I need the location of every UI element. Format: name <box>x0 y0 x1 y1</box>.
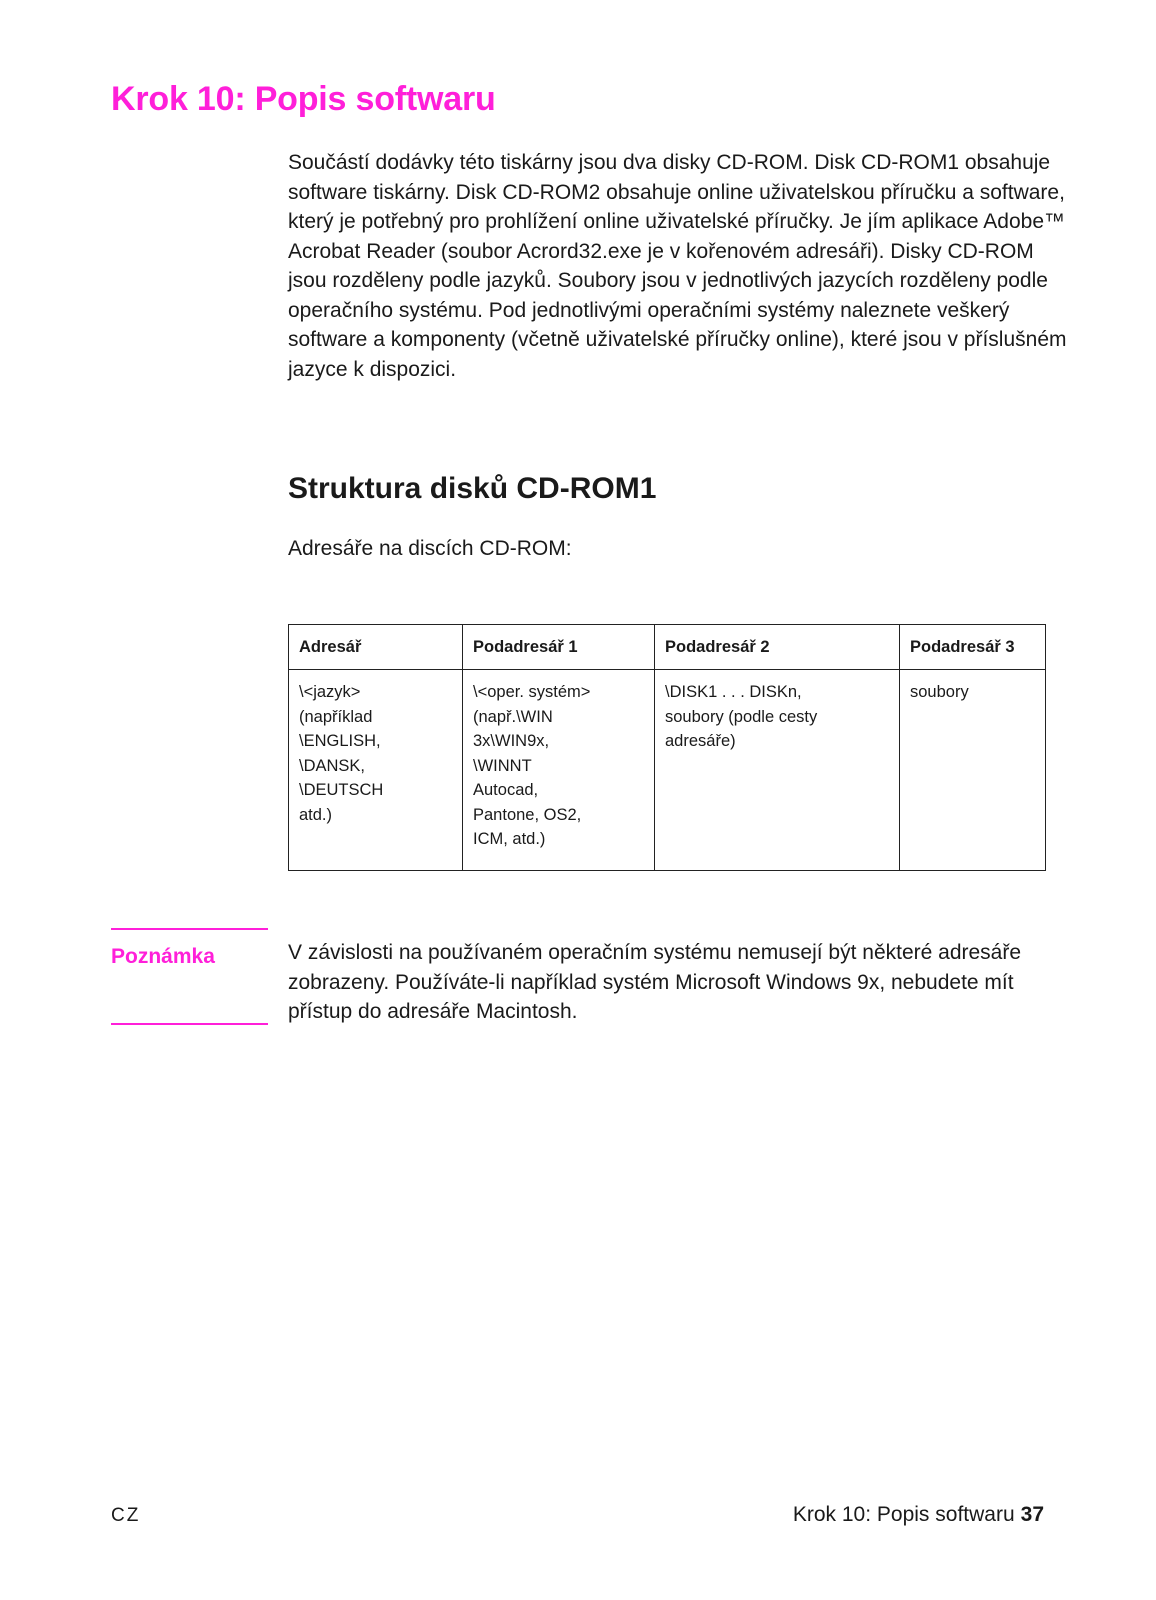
cell-line: \WINNT <box>473 756 532 775</box>
footer-title: Krok 10: Popis softwaru <box>792 1503 1015 1526</box>
cell-subdirectory-1 <box>463 670 655 871</box>
note-label: Poznámka <box>111 945 215 968</box>
intro-paragraph: Součástí dodávky této tiskárny jsou dva disky CD-ROM. Disk CD-ROM1 obsahuje software tiskárny. Disk CD-ROM2 obsahuje online uživatelskou příručku a software, který je potřebný pro prohlížení online uživatelské příručky. Je jím aplikace Adobe™ Acrobat Reader (soubor Acrord32.exe je v kořenovém adresáři). Disky CD-ROM jsou rozděleny podle jazyků. Soubory jsou v jednotlivých jazycích rozděleny podle operačního systému. Pod jednotlivými operačními systémy naleznete veškerý software a komponenty (včetně uživatelské příručky online), které jsou v příslušném jazyce k dispozici. <box>288 151 1067 381</box>
section-heading: Struktura disků CD-ROM1 <box>288 472 657 505</box>
table-row <box>289 670 1046 871</box>
column-header-subdirectory-2: Podadresář 2 <box>655 625 900 670</box>
cell-line: atd.) <box>299 805 333 824</box>
column-header-subdirectory-1: Podadresář 1 <box>463 625 655 670</box>
cell-line: \<jazyk> <box>299 683 361 701</box>
cell-line: (například <box>299 707 373 726</box>
column-header-subdirectory-3: Podadresář 3 <box>900 625 1046 670</box>
table-header-row <box>289 625 1046 670</box>
cell-line: \DISK1 . . . DISKn, <box>665 683 802 701</box>
note-bottom-rule <box>111 1023 268 1025</box>
cell-line: \DEUTSCH <box>299 781 384 799</box>
note-top-rule <box>111 928 268 930</box>
cell-line: ICM, atd.) <box>473 830 546 848</box>
page-title: Krok 10: Popis softwaru <box>111 80 496 118</box>
table-caption: Adresáře na discích CD-ROM: <box>288 537 572 560</box>
cell-subdirectory-3 <box>900 670 1046 871</box>
footer-running-title <box>793 1503 1044 1527</box>
cell-line: (např.\WIN <box>473 707 553 726</box>
cell-line: soubory <box>910 683 969 701</box>
cell-line: 3x\WIN9x, <box>473 732 550 750</box>
footer-language-code: CZ <box>111 1505 141 1526</box>
cell-line: soubory (podle cesty <box>665 707 818 726</box>
page-number: 37 <box>1020 1503 1044 1526</box>
cell-line: Pantone, OS2, <box>473 805 582 824</box>
cell-line: \<oper. systém> <box>473 683 591 701</box>
column-header-directory: Adresář <box>289 625 463 670</box>
cell-line: \ENGLISH, <box>299 732 381 750</box>
cell-subdirectory-2 <box>655 670 900 871</box>
directory-table <box>288 624 1046 871</box>
cell-directory <box>289 670 463 871</box>
cell-line: adresáře) <box>665 732 736 750</box>
cell-line: Autocad, <box>473 781 539 799</box>
note-text: V závislosti na používaném operačním systému nemusejí být některé adresáře zobrazeny. Používáte-li například systém Microsoft Windows 9x, nebudete mít přístup do adresáře Macintosh. <box>288 941 1022 1023</box>
cell-line: \DANSK, <box>299 756 366 775</box>
